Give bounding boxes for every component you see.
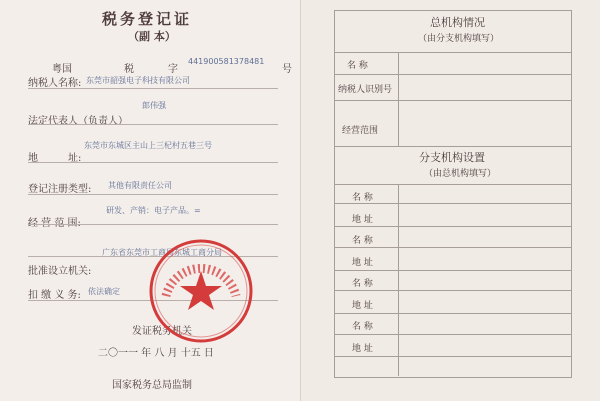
- address-value: 东莞市东城区主山上三杞村五巷三号: [84, 141, 212, 150]
- reg-type-rule: [28, 194, 278, 195]
- tax-char-2: 字: [168, 64, 178, 75]
- head-row-3: 经营范围: [342, 126, 379, 136]
- branch-addr-2: 地 址: [352, 258, 373, 268]
- right-title: 总机构情况: [430, 16, 485, 29]
- scope-value: 研发、产销：电子产品。=: [106, 206, 201, 215]
- right-subtitle: （由分支机构填写）: [418, 34, 500, 44]
- row-line: [334, 146, 572, 147]
- head-row-1: 名 称: [347, 61, 368, 71]
- certificate-title: 税务登记证: [102, 10, 193, 28]
- branch-addr-4: 地 址: [352, 344, 373, 354]
- row-line: [334, 270, 572, 271]
- address-label-2: 址:: [68, 153, 82, 164]
- col-line: [398, 184, 399, 376]
- branch-subtitle: （由总机构填写）: [424, 169, 497, 179]
- approval-label: 批准设立机关:: [28, 266, 92, 277]
- official-seal: [146, 236, 256, 346]
- scope-rule: [28, 224, 278, 225]
- taxpayer-label: 纳税人名称:: [28, 78, 82, 89]
- branch-name-1: 名 称: [352, 193, 373, 203]
- obligation-label: 扣 缴 义 务:: [28, 290, 81, 301]
- reg-type-value: 其他有限责任公司: [108, 181, 172, 190]
- rep-label: 法定代表人（负责人）: [28, 116, 128, 127]
- col-line: [398, 52, 399, 146]
- branch-addr-1: 地 址: [352, 215, 373, 225]
- taxpayer-rule: [28, 88, 278, 89]
- row-line: [334, 74, 572, 75]
- taxpayer-value: 东莞市韶强电子科技有限公司: [86, 76, 190, 85]
- reg-type-label: 登记注册类型:: [28, 184, 92, 195]
- footer-org: 国家税务总局监制: [112, 380, 192, 391]
- row-line: [334, 247, 572, 248]
- certificate-subtitle: （副 本）: [128, 30, 176, 43]
- tax-char: 税: [124, 64, 134, 75]
- row-line: [334, 184, 572, 185]
- approval-value: 广东省东莞市工商局东城工商分局: [102, 248, 222, 257]
- head-row-2: 纳税人识别号: [338, 85, 393, 95]
- tax-prefix: 粤国: [52, 64, 72, 75]
- tax-number: 441900581378481: [188, 57, 265, 66]
- rep-value: 郎伟强: [142, 101, 166, 110]
- address-label-1: 地: [28, 153, 38, 164]
- tax-suffix: 号: [282, 64, 292, 75]
- row-line: [334, 203, 572, 204]
- branch-addr-3: 地 址: [352, 301, 373, 311]
- row-line: [334, 334, 572, 335]
- branch-name-3: 名 称: [352, 279, 373, 289]
- branch-name-4: 名 称: [352, 322, 373, 332]
- row-line: [334, 52, 572, 53]
- obligation-value: 依法确定: [88, 287, 120, 296]
- rep-rule: [28, 124, 278, 125]
- branch-name-2: 名 称: [352, 236, 373, 246]
- issuer-label: 发证税务机关: [132, 326, 192, 337]
- row-line: [334, 290, 572, 291]
- row-line: [334, 356, 572, 357]
- issue-date: 二〇一一 年 八 月 十五 日: [98, 348, 214, 359]
- row-line: [334, 226, 572, 227]
- branch-title: 分支机构设置: [419, 151, 485, 164]
- row-line: [334, 313, 572, 314]
- scope-label: 经 营 范 围:: [28, 218, 81, 229]
- row-line: [334, 100, 572, 101]
- address-rule: [28, 162, 278, 163]
